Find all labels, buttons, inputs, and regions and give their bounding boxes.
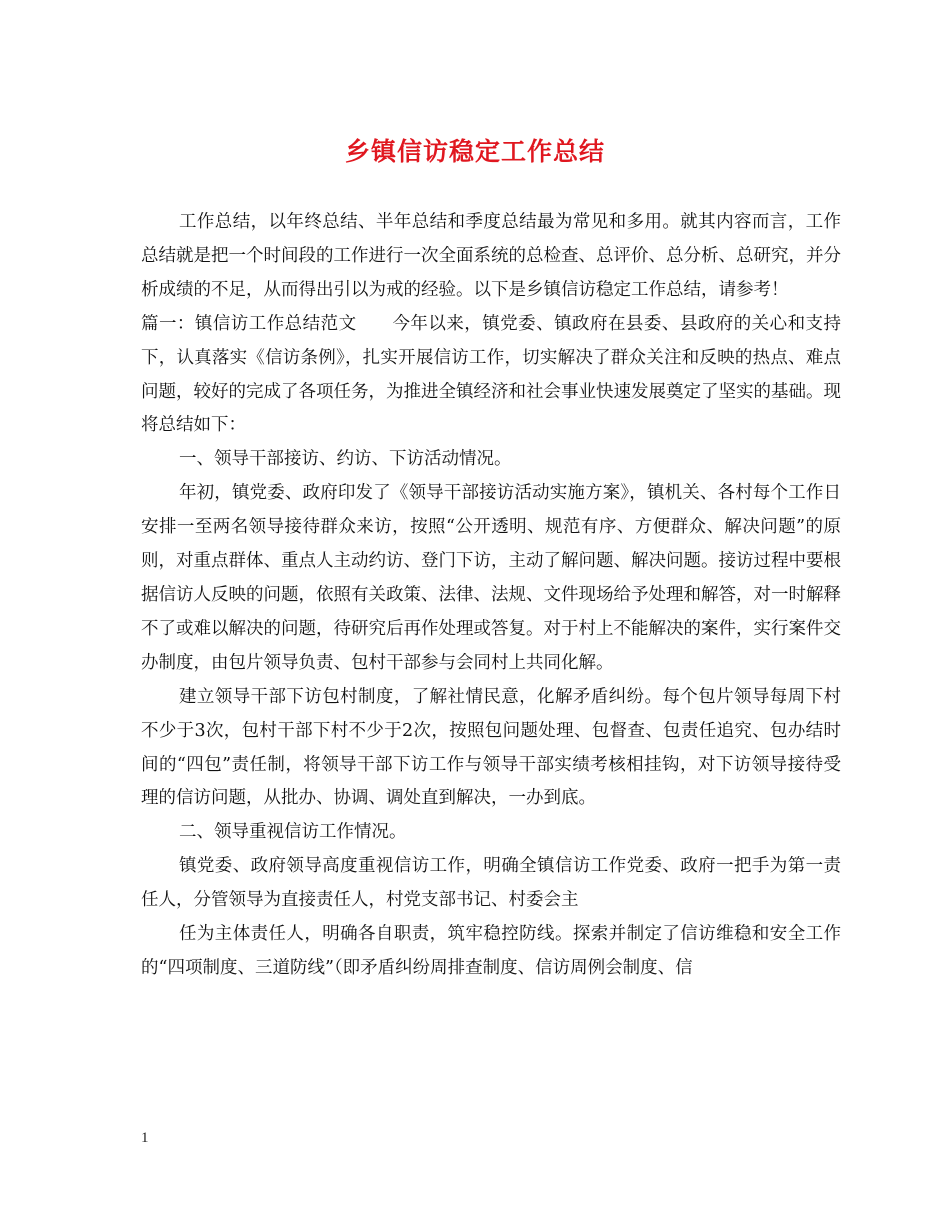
intro-paragraph: 工作总结，以年终总结、半年总结和季度总结最为常见和多用。就其内容而言，工作总结就是把一个时间段的工作进行一次全面系统的总检查、总评价、总分析、总研究，并分析成绩的不足，从而得出引以为戒的经验。以下是乡镇信访稳定工作总结，请参考！ bbox=[141, 212, 841, 300]
heading-one: 一、领导干部接访、约访、下访活动情况。 bbox=[179, 449, 512, 470]
paragraph-leadership: 镇党委、政府领导高度重视信访工作，明确全镇信访工作党委、政府一把手为第一责任人，分管领导为直接责任人，村党支部书记、村委会主 bbox=[141, 856, 841, 911]
paragraph-reception: 年初，镇党委、政府印发了《领导干部接访活动实施方案》，镇机关、各村每个工作日安排一至两名领导接待群众来访，按照“公开透明、规范有序、方便群众、解决问题”的原则，对重点群体、重点人主动约访、登门下访，主动了解问题、解决问题。接访过程中要根据信访人反映的问题，依照有关政策、法律、法规、文件现场给予处理和解答，对一时解释不了或难以解决的问题，待研究后再作处理或答复。对于村上不能解决的案件，实行案件交办制度，由包片领导负责、包村干部参与会同村上共同化解。 bbox=[141, 483, 841, 673]
page-number: 1 bbox=[141, 1130, 149, 1146]
document-body bbox=[141, 206, 841, 986]
paragraph-village-visits: 建立领导干部下访包村制度，了解社情民意，化解矛盾纠纷。每个包片领导每周下村不少于3次，包村干部下村不少于2次，按照包问题处理、包督查、包责任追究、包办结时间的“四包”责任制，将领导干部下访工作与领导干部实绩考核相挂钩，对下访领导接待受理的信访问题，从批办、协调、调处直到解决，一办到底。 bbox=[141, 686, 841, 809]
document-title: 乡镇信访稳定工作总结 bbox=[344, 137, 605, 166]
heading-two: 二、领导重视信访工作情况。 bbox=[179, 822, 407, 843]
paragraph-responsibility: 任为主体责任人，明确各自职责，筑牢稳控防线。探索并制定了信访维稳和安全工作的“四项制度、三道防线”（即矛盾纠纷周排查制度、信访周例会制度、信 bbox=[141, 924, 841, 978]
section-one-paragraph: 篇一：镇信访工作总结范文 今年以来，镇党委、镇政府在县委、县政府的关心和支持下，认真落实《信访条例》，扎实开展信访工作，切实解决了群众关注和反映的热点、难点问题，较好的完成了各项任务，为推进全镇经济和社会事业快速发展奠定了坚实的基础。现将总结如下： bbox=[141, 313, 841, 436]
